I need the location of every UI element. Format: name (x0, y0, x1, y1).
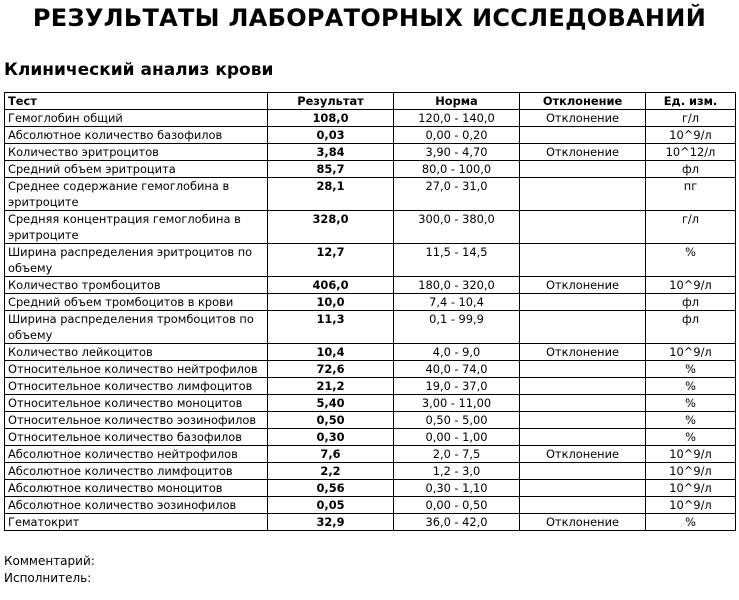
table-row (5, 463, 736, 480)
cell-test: Абсолютное количество нейтрофилов (5, 446, 268, 463)
cell-result: 0,30 (268, 429, 394, 446)
cell-norm: 300,0 - 380,0 (394, 211, 520, 244)
header-norm: Норма (394, 93, 520, 110)
cell-deviation: Отклонение (520, 144, 646, 161)
cell-result: 7,6 (268, 446, 394, 463)
table-row (5, 178, 736, 211)
table-row (5, 395, 736, 412)
cell-norm: 0,00 - 0,20 (394, 127, 520, 144)
cell-norm: 3,90 - 4,70 (394, 144, 520, 161)
cell-test: Абсолютное количество лимфоцитов (5, 463, 268, 480)
cell-norm: 0,1 - 99,9 (394, 311, 520, 344)
cell-norm: 120,0 - 140,0 (394, 110, 520, 127)
cell-deviation (520, 361, 646, 378)
header-deviation: Отклонение (520, 93, 646, 110)
cell-deviation (520, 497, 646, 514)
cell-result: 0,03 (268, 127, 394, 144)
cell-deviation: Отклонение (520, 446, 646, 463)
cell-deviation (520, 412, 646, 429)
header-unit: Ед. изм. (646, 93, 736, 110)
results-table (4, 92, 736, 531)
table-row (5, 429, 736, 446)
cell-test: Ширина распределения эритроцитов по объему (5, 244, 268, 277)
cell-unit: г/л (646, 211, 736, 244)
cell-test: Абсолютное количество моноцитов (5, 480, 268, 497)
cell-result: 0,50 (268, 412, 394, 429)
cell-test: Абсолютное количество эозинофилов (5, 497, 268, 514)
cell-result: 12,7 (268, 244, 394, 277)
cell-unit: % (646, 429, 736, 446)
cell-unit: 10^9/л (646, 344, 736, 361)
cell-deviation (520, 127, 646, 144)
table-row (5, 144, 736, 161)
cell-unit: фл (646, 161, 736, 178)
cell-test: Средняя концентрация гемоглобина в эритроците (5, 211, 268, 244)
section-title: Клинический анализ крови (4, 60, 274, 80)
cell-result: 10,0 (268, 294, 394, 311)
cell-result: 0,05 (268, 497, 394, 514)
cell-deviation: Отклонение (520, 110, 646, 127)
results-table-body (5, 110, 736, 531)
cell-test: Относительное количество лимфоцитов (5, 378, 268, 395)
cell-deviation (520, 161, 646, 178)
table-row (5, 127, 736, 144)
cell-norm: 11,5 - 14,5 (394, 244, 520, 277)
table-row (5, 378, 736, 395)
cell-result: 2,2 (268, 463, 394, 480)
cell-unit: % (646, 395, 736, 412)
cell-result: 72,6 (268, 361, 394, 378)
cell-unit: % (646, 514, 736, 531)
cell-result: 108,0 (268, 110, 394, 127)
cell-deviation (520, 378, 646, 395)
cell-unit: пг (646, 178, 736, 211)
comment-label: Комментарий: (4, 554, 95, 568)
cell-unit: 10^9/л (646, 446, 736, 463)
cell-norm: 0,50 - 5,00 (394, 412, 520, 429)
cell-deviation (520, 244, 646, 277)
cell-norm: 27,0 - 31,0 (394, 178, 520, 211)
cell-test: Относительное количество моноцитов (5, 395, 268, 412)
cell-result: 5,40 (268, 395, 394, 412)
cell-norm: 2,0 - 7,5 (394, 446, 520, 463)
cell-unit: г/л (646, 110, 736, 127)
cell-norm: 180,0 - 320,0 (394, 277, 520, 294)
cell-test: Средний объем эритроцита (5, 161, 268, 178)
cell-unit: фл (646, 294, 736, 311)
cell-norm: 3,00 - 11,00 (394, 395, 520, 412)
table-row (5, 211, 736, 244)
cell-result: 328,0 (268, 211, 394, 244)
table-row (5, 344, 736, 361)
cell-norm: 19,0 - 37,0 (394, 378, 520, 395)
cell-unit: % (646, 378, 736, 395)
cell-result: 28,1 (268, 178, 394, 211)
cell-norm: 36,0 - 42,0 (394, 514, 520, 531)
cell-norm: 1,2 - 3,0 (394, 463, 520, 480)
cell-test: Абсолютное количество базофилов (5, 127, 268, 144)
executor-label: Исполнитель: (4, 571, 92, 585)
cell-test: Относительное количество нейтрофилов (5, 361, 268, 378)
table-row (5, 446, 736, 463)
cell-norm: 40,0 - 74,0 (394, 361, 520, 378)
cell-deviation: Отклонение (520, 277, 646, 294)
cell-deviation (520, 395, 646, 412)
cell-norm: 0,00 - 1,00 (394, 429, 520, 446)
cell-deviation (520, 311, 646, 344)
cell-deviation: Отклонение (520, 514, 646, 531)
cell-deviation (520, 463, 646, 480)
cell-test: Относительное количество базофилов (5, 429, 268, 446)
header-test: Тест (5, 93, 268, 110)
table-row (5, 361, 736, 378)
cell-unit: % (646, 361, 736, 378)
cell-test: Среднее содержание гемоглобина в эритроците (5, 178, 268, 211)
table-row (5, 497, 736, 514)
cell-test: Гемоглобин общий (5, 110, 268, 127)
table-row (5, 294, 736, 311)
cell-test: Гематокрит (5, 514, 268, 531)
cell-unit: 10^9/л (646, 463, 736, 480)
cell-deviation: Отклонение (520, 344, 646, 361)
cell-result: 0,56 (268, 480, 394, 497)
cell-result: 10,4 (268, 344, 394, 361)
cell-unit: 10^9/л (646, 480, 736, 497)
cell-deviation (520, 211, 646, 244)
cell-result: 21,2 (268, 378, 394, 395)
cell-result: 85,7 (268, 161, 394, 178)
cell-unit: фл (646, 311, 736, 344)
table-row (5, 311, 736, 344)
cell-unit: % (646, 412, 736, 429)
table-row (5, 412, 736, 429)
cell-deviation (520, 480, 646, 497)
cell-result: 406,0 (268, 277, 394, 294)
cell-test: Количество эритроцитов (5, 144, 268, 161)
cell-test: Средний объем тромбоцитов в крови (5, 294, 268, 311)
page-title: РЕЗУЛЬТАТЫ ЛАБОРАТОРНЫХ ИССЛЕДОВАНИЙ (32, 4, 707, 32)
cell-deviation (520, 294, 646, 311)
cell-test: Количество лейкоцитов (5, 344, 268, 361)
cell-test: Ширина распределения тромбоцитов по объему (5, 311, 268, 344)
header-result: Результат (268, 93, 394, 110)
table-row (5, 244, 736, 277)
cell-result: 32,9 (268, 514, 394, 531)
table-row (5, 514, 736, 531)
cell-deviation (520, 429, 646, 446)
cell-norm: 80,0 - 100,0 (394, 161, 520, 178)
cell-norm: 0,00 - 0,50 (394, 497, 520, 514)
cell-unit: 10^9/л (646, 127, 736, 144)
cell-result: 11,3 (268, 311, 394, 344)
cell-deviation (520, 178, 646, 211)
cell-unit: 10^9/л (646, 277, 736, 294)
table-row (5, 161, 736, 178)
cell-norm: 0,30 - 1,10 (394, 480, 520, 497)
cell-test: Относительное количество эозинофилов (5, 412, 268, 429)
cell-unit: 10^9/л (646, 497, 736, 514)
cell-result: 3,84 (268, 144, 394, 161)
table-row (5, 110, 736, 127)
cell-norm: 7,4 - 10,4 (394, 294, 520, 311)
table-row (5, 277, 736, 294)
cell-test: Количество тромбоцитов (5, 277, 268, 294)
cell-unit: 10^12/л (646, 144, 736, 161)
table-header-row (5, 93, 736, 110)
table-row (5, 480, 736, 497)
cell-unit: % (646, 244, 736, 277)
cell-norm: 4,0 - 9,0 (394, 344, 520, 361)
